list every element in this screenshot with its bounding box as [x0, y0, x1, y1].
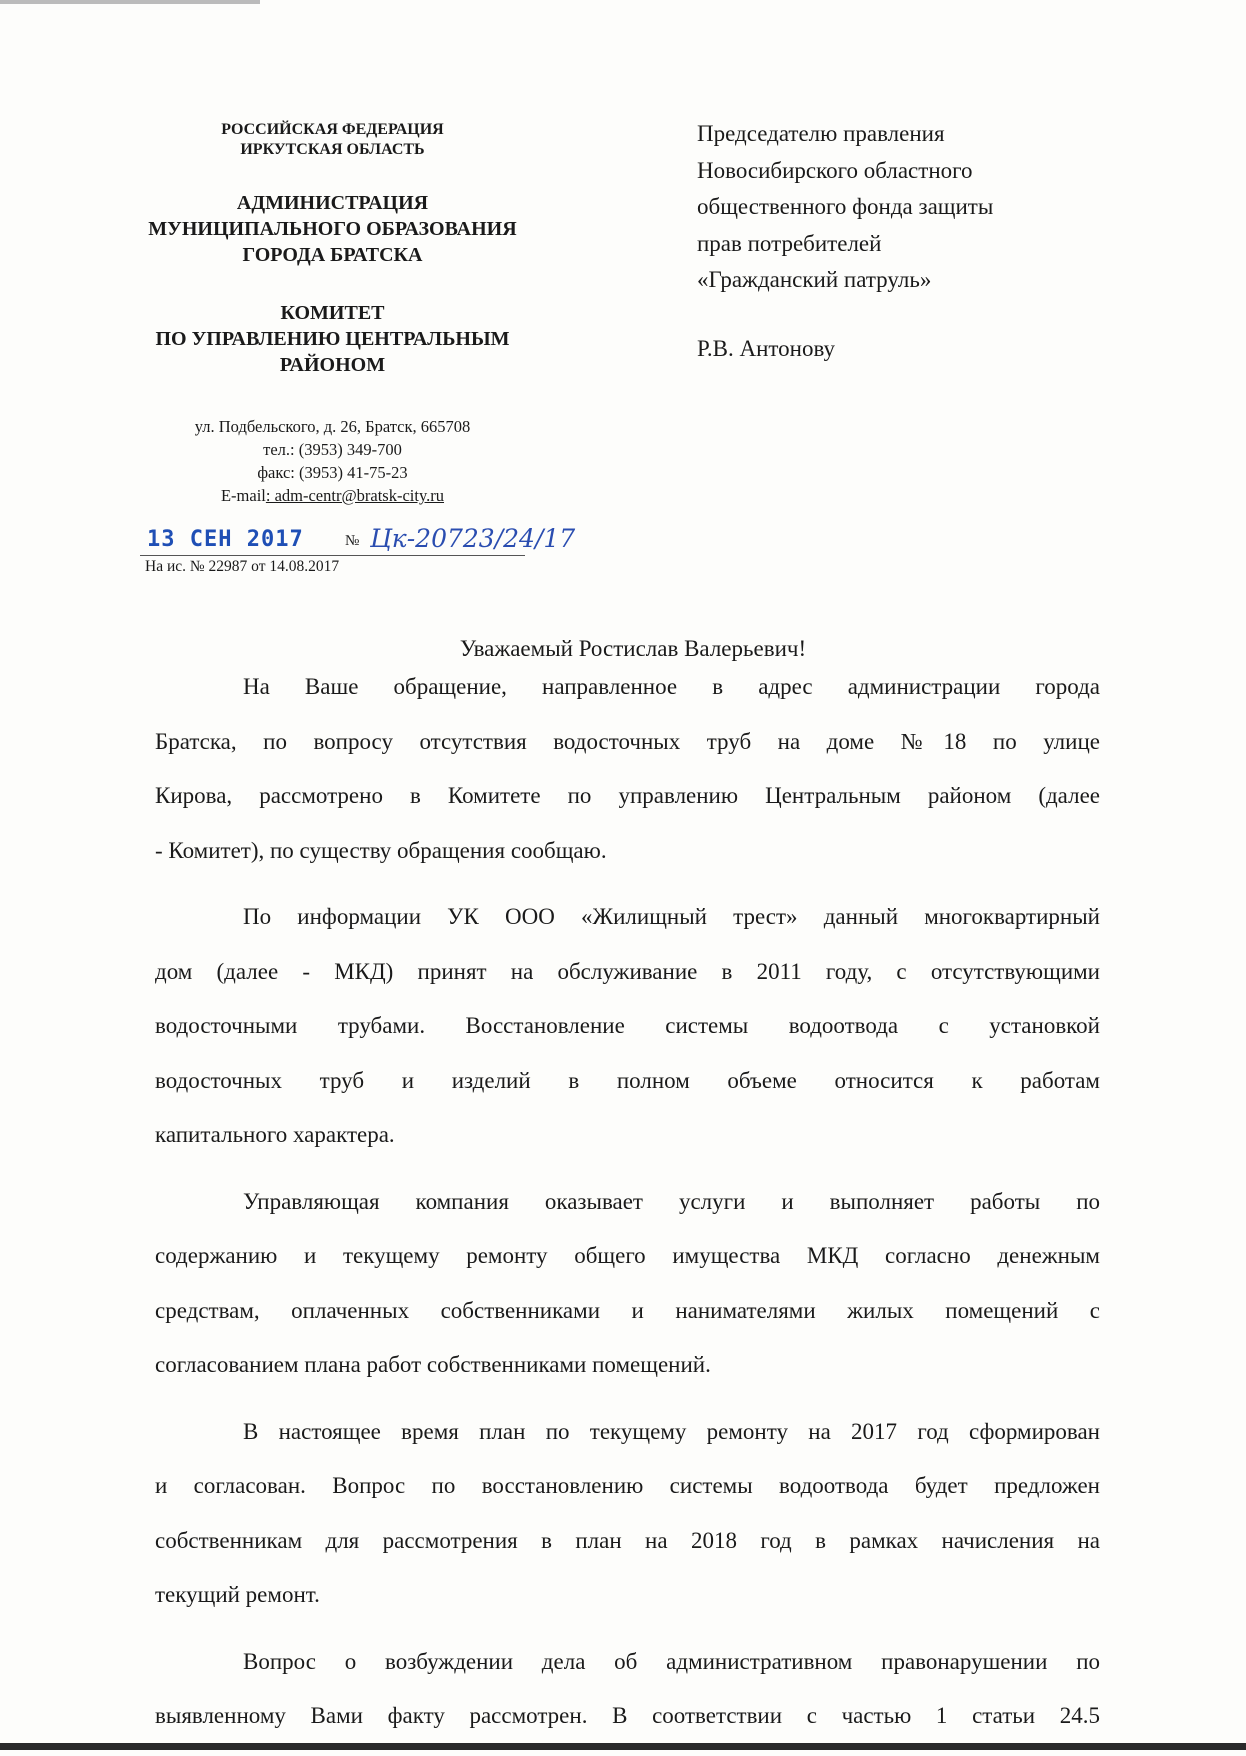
- body-line: содержанию и текущему ремонту общего имущества МКД согласно денежным: [155, 1243, 1100, 1268]
- reply-reference: На ис. № 22987 от 14.08.2017: [145, 558, 340, 575]
- committee-line: РАЙОНОМ: [279, 354, 386, 376]
- fax: факс: (3953) 41-75-23: [257, 463, 408, 482]
- body-paragraph: [155, 890, 1100, 1163]
- body-paragraph: [155, 660, 1100, 878]
- addressee-line: Новосибирского областного: [697, 157, 973, 183]
- body-line: Кирова, рассмотрено в Комитете по управлению Центральным районом (далее: [155, 783, 1100, 808]
- country: РОССИЙСКАЯ ФЕДЕРАЦИЯ: [221, 121, 444, 138]
- body-paragraph: [155, 1635, 1100, 1744]
- body-line: - Комитет), по существу обращения сообщаю.: [155, 837, 607, 863]
- body-line: водосточных труб и изделий в полном объеме относится к работам: [155, 1067, 1100, 1093]
- body-line: капитального характера.: [155, 1122, 395, 1147]
- body-line: и согласован. Вопрос по восстановлению системы водоотвода будет предложен: [155, 1473, 1100, 1498]
- body-line: Братска, по вопросу отсутствия водосточных труб на доме №18 по улице: [155, 728, 1100, 754]
- committee-line: ПО УПРАВЛЕНИЮ ЦЕНТРАЛЬНЫМ: [155, 328, 510, 350]
- body-line: согласованием плана работ собственниками помещений.: [155, 1352, 711, 1377]
- body-line: По информации УК ООО «Жилищный трест» данный многоквартирный: [243, 904, 1100, 929]
- letterhead-contacts: [140, 415, 525, 507]
- body-line: выявленному Вами факту рассмотрен. В соответствии с частью 1 статьи 24.5: [155, 1703, 1100, 1728]
- body-line: собственникам для рассмотрения в план на 2018 год в рамках начисления на: [155, 1527, 1100, 1553]
- body-paragraph: [155, 1405, 1100, 1623]
- handwritten-registration-number: Цк-20723/24/17: [370, 524, 576, 553]
- body-line: дом (далее - МКД) принят на обслуживание в 2011 году, с отсутствующими: [155, 958, 1100, 984]
- address: ул. Подбельского, д. 26, Братск, 665708: [194, 417, 471, 436]
- body-line: водосточными трубами. Восстановление системы водоотвода с установкой: [155, 1013, 1100, 1038]
- greeting: Уважаемый Ростислав Валерьевич!: [459, 636, 807, 661]
- letterhead-committee: [140, 300, 525, 378]
- date-stamp: 13 СЕН 2017: [147, 527, 304, 552]
- addressee-name: Р.В. Антонову: [697, 336, 836, 361]
- number-label: №: [345, 533, 360, 549]
- body-line: средствам, оплаченных собственниками и нанимателями жилых помещений с: [155, 1297, 1100, 1323]
- body-paragraph: [155, 1175, 1100, 1393]
- letterhead-administration: [140, 190, 525, 268]
- scan-edge: [0, 1743, 1246, 1750]
- addressee-line: «Гражданский патруль»: [697, 267, 932, 292]
- region: ИРКУТСКАЯ ОБЛАСТЬ: [240, 141, 425, 158]
- addressee-line: Председателю правления: [697, 121, 945, 146]
- body-line: текущий ремонт.: [155, 1582, 320, 1607]
- addressee-block: [697, 116, 993, 299]
- letter-body: [155, 660, 1100, 1756]
- body-line: Вопрос о возбуждении дела об административном правонарушении по: [243, 1648, 1100, 1674]
- admin-line: АДМИНИСТРАЦИЯ: [236, 192, 429, 214]
- letterhead-country: [140, 120, 525, 160]
- body-line: В настоящее время план по текущему ремонту на 2017 год сформирован: [243, 1418, 1100, 1444]
- body-line: На Ваше обращение, направленное в адрес администрации города: [243, 674, 1100, 699]
- admin-line: МУНИЦИПАЛЬНОГО ОБРАЗОВАНИЯ: [148, 218, 517, 240]
- email-link[interactable]: : adm-centr@bratsk-city.ru: [265, 486, 445, 505]
- committee-line: КОМИТЕТ: [280, 302, 385, 324]
- email-row: [140, 484, 525, 507]
- phone: тел.: (3953) 349-700: [263, 440, 402, 459]
- body-line: Управляющая компания оказывает услуги и выполняет работы по: [243, 1188, 1100, 1214]
- scan-artifact: [0, 0, 260, 4]
- registration-underline: [140, 555, 525, 556]
- admin-line: ГОРОДА БРАТСКА: [242, 244, 423, 266]
- email-label: E-mail: [220, 486, 266, 505]
- addressee-line: прав потребителей: [697, 230, 882, 256]
- addressee-line: общественного фонда защиты: [697, 194, 994, 219]
